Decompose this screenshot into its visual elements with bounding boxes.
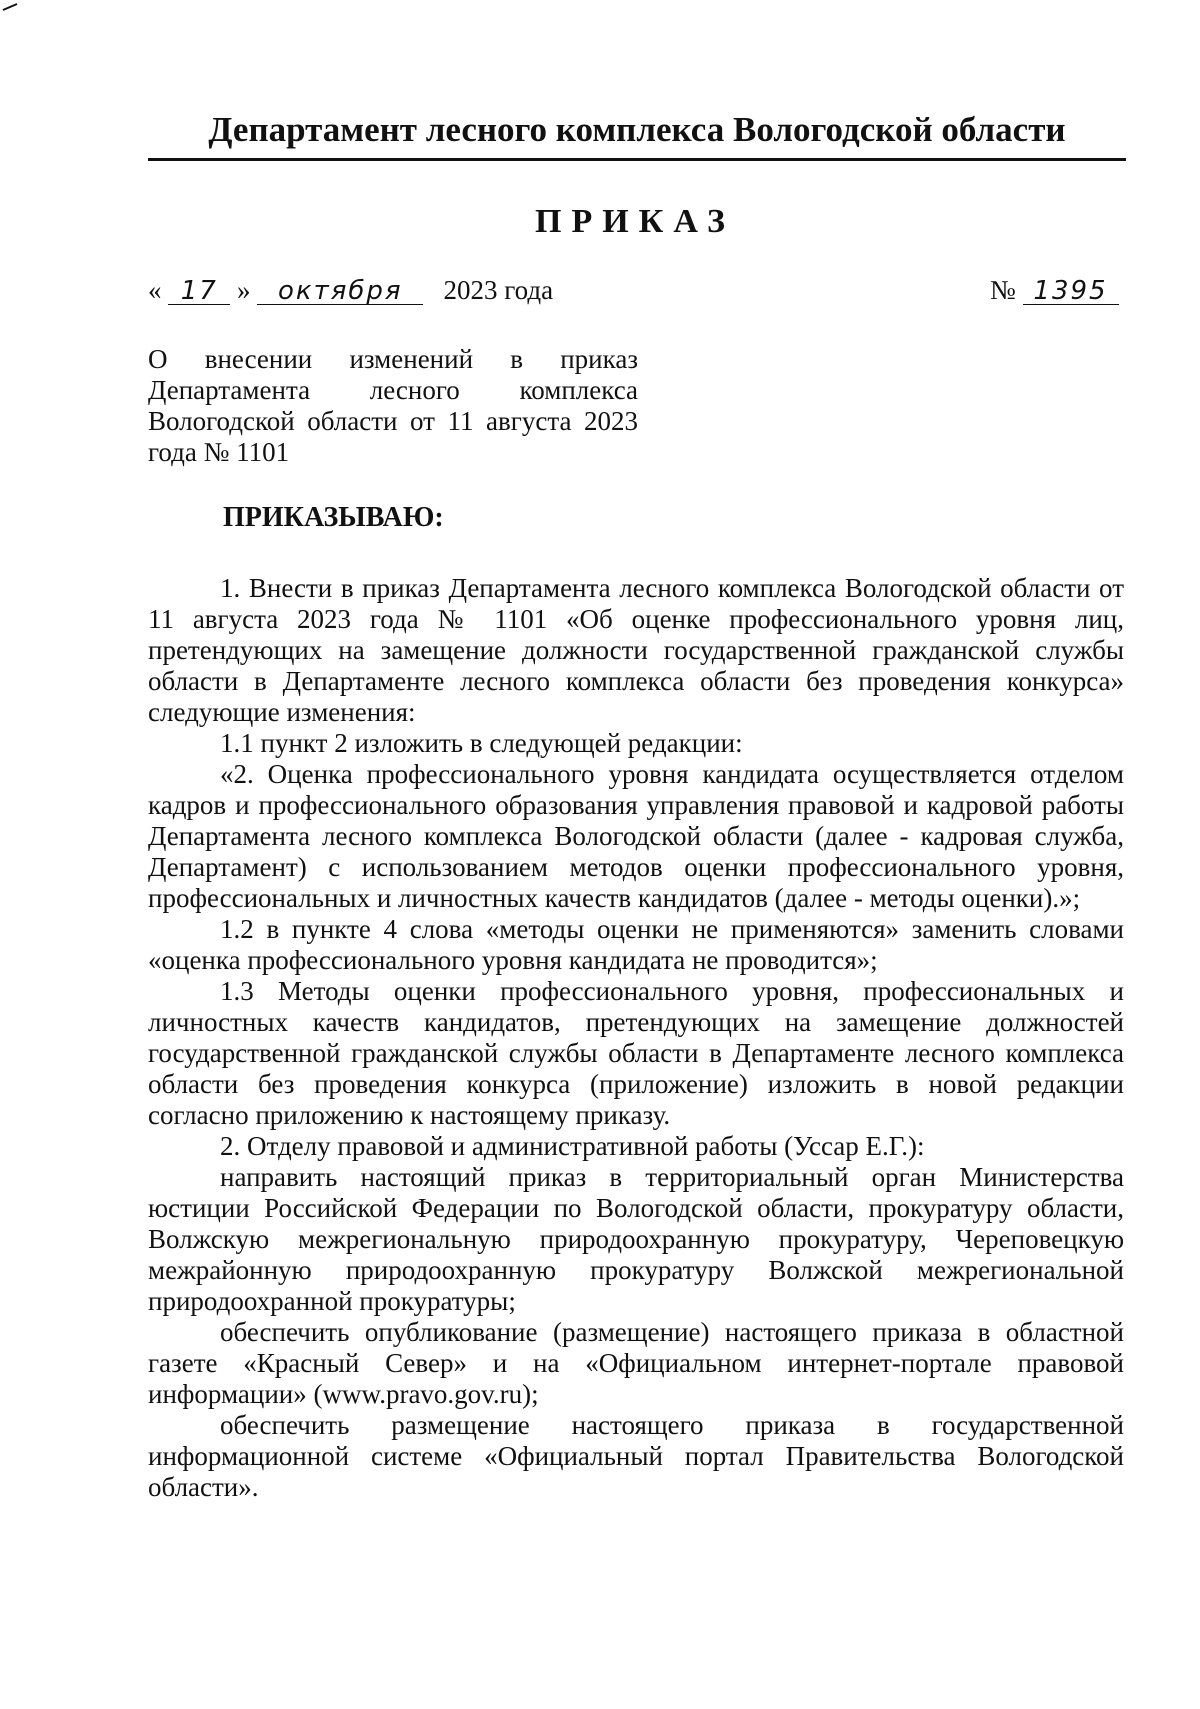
order-date	[148, 272, 553, 308]
date-open-quote: «	[148, 275, 162, 305]
paragraph-portal: обеспечить размещение настоящего приказа в государственной информационной системе «Официальный портал Правительства Вологодской области».	[148, 1410, 1124, 1502]
paragraph-1-2: 1.2 в пункте 4 слова «методы оценки не применяются» заменить словами «оценка профессионального уровня кандидата не проводится»;	[148, 914, 1124, 975]
order-directive: ПРИКАЗЫВАЮ:	[223, 502, 444, 533]
paragraph-1-3: 1.3 Методы оценки профессионального уровня, профессиональных и личностных качеств кандидатов, претендующих на замещение должностей государственной гражданской службы области в Департаменте лесного комплекса области без проведения конкурса (приложение) изложить в новой редакции согласно приложению к настоящему приказу.	[148, 976, 1124, 1130]
date-month-handwritten: октября	[257, 278, 423, 305]
date-day-handwritten: 17	[168, 278, 230, 305]
paragraph-2: 2. Отделу правовой и административной работы (Уссар Е.Г.):	[220, 1131, 925, 1161]
paragraph-1: 1. Внести в приказ Департамента лесного комплекса Вологодской области от 11 августа 2023 года № 1101 «Об оценке профессионального уровня лиц, претендующих на замещение должности государственной гражданской службы области в Департаменте лесного комплекса области без проведения конкурса» следующие изменения:	[148, 573, 1124, 727]
order-number	[990, 272, 1119, 308]
paragraph-quote-2: «2. Оценка профессионального уровня кандидата осуществляется отделом кадров и профессионального образования управления правовой и кадровой работы Департамента лесного комплекса Вологодской области (далее - кадровая служба, Департамент) с использованием методов оценки профессионального уровня, профессиональных и личностных качеств кандидатов (далее - методы оценки).»;	[148, 759, 1124, 913]
date-year: 2023 года	[443, 275, 554, 305]
order-subject: О внесении изменений в приказ Департамента лесного комплекса Вологодской области от 11 августа 2023 года № 1101	[148, 344, 638, 467]
department-header: Департамент лесного комплекса Вологодской области	[208, 110, 1066, 149]
order-body	[148, 573, 1124, 1503]
number-value-handwritten: 1395	[1023, 278, 1119, 305]
date-close-quote: »	[237, 275, 251, 305]
document-title: ПРИКАЗ	[535, 203, 735, 240]
header-rule	[148, 158, 1126, 161]
paragraph-publish: обеспечить опубликование (размещение) настоящего приказа в областной газете «Красный Север» и на «Официальном интернет-портале правовой информации» (www.pravo.gov.ru);	[148, 1317, 1124, 1409]
scan-mark	[2, 2, 20, 12]
paragraph-1-1: 1.1 пункт 2 изложить в следующей редакции:	[220, 728, 743, 758]
paragraph-send: направить настоящий приказ в территориальный орган Министерства юстиции Российской Федерации по Вологодской области, прокуратуру области, Волжскую межрегиональную природоохранную прокуратуру, Череповецкую межрайонную природоохранную прокуратуру Волжской межрегиональной природоохранной прокуратуры;	[148, 1162, 1124, 1316]
number-prefix: №	[990, 275, 1016, 305]
